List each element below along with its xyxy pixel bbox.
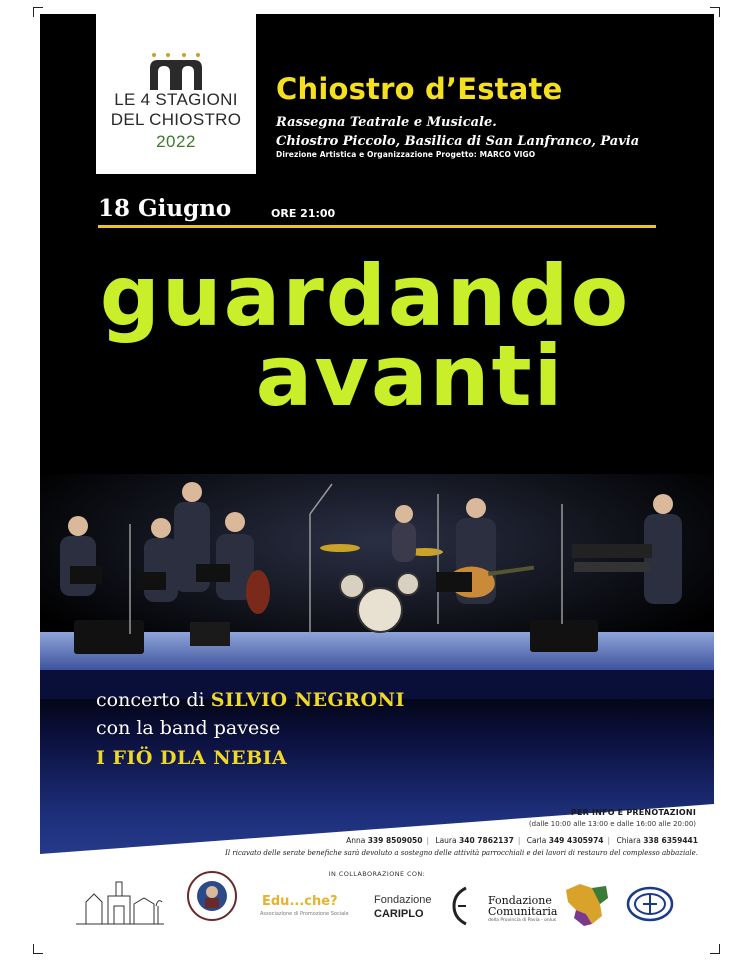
event-poster	[40, 14, 714, 949]
cloister-arches-icon	[148, 52, 204, 92]
contact-phone: 340 7862137	[459, 836, 514, 845]
logo-line-1: LE 4 STAGIONI	[114, 90, 238, 109]
concert-line-2: con la band pavese	[96, 717, 281, 739]
collaboration-label: IN COLLABORAZIONE CON:	[328, 870, 426, 878]
info-title: PER INFO E PRENOTAZIONI	[570, 808, 696, 817]
contact-phones: Anna 339 8509050 | Laura 340 7862137 | Carla 349 4305974 | Chiara 338 6359441	[346, 836, 698, 845]
info-hours: (dalle 10:00 alle 13:00 e dalle 16:00 alle 20:00)	[528, 820, 696, 828]
contact-phone: 339 8509050	[367, 836, 423, 845]
contact-name: Chiara	[616, 836, 641, 845]
pavia-province-map-logo	[562, 880, 612, 928]
amici-san-lanfranco-seal	[186, 870, 238, 922]
artistic-direction: Direzione Artistica e Organizzazione Progetto: MARCO VIGO	[276, 150, 536, 159]
contact-name: Laura	[435, 836, 457, 845]
event-title-line-2: avanti	[255, 327, 565, 425]
edu-che-logo-text: Edu...che?	[262, 894, 338, 909]
date-divider	[98, 225, 656, 228]
concert-line-1	[96, 686, 405, 714]
logo-line-2: DEL CHIOSTRO	[110, 110, 242, 129]
subtitle-line-1: Rassegna Teatrale e Musicale.	[276, 115, 497, 130]
fondazione-comunitaria-line-3: della Provincia di Pavia - onlus	[488, 918, 557, 923]
event-time: ORE 21:00	[271, 207, 336, 220]
concert-prefix: concerto di	[96, 689, 205, 711]
artist-name: SILVIO NEGRONI	[210, 689, 405, 711]
festival-title: Chiostro d’Estate	[276, 72, 563, 106]
basilica-drawing-logo	[72, 876, 168, 928]
cariplo-line-1: Fondazione	[374, 894, 432, 906]
fondazione-comunitaria-line-2: Comunitaria	[488, 905, 558, 918]
event-date: 18 Giugno	[98, 195, 232, 222]
band-stage-photo	[40, 474, 714, 699]
season-logo	[96, 14, 256, 174]
concert-line-3	[96, 744, 287, 772]
contact-name: Anna	[346, 836, 366, 845]
charity-note: Il ricavato delle serate benefiche sarà devoluto a sostegno delle attività parrocchiali e dei lavori di restauro del complesso abbaziale.	[225, 849, 698, 857]
festival-subtitle	[276, 113, 639, 151]
cariplo-line-2: CARIPLO	[374, 908, 424, 920]
logo-year: 2022	[156, 132, 196, 151]
event-title-line-1: guardando	[99, 247, 631, 345]
contact-phone: 349 4305974	[548, 836, 604, 845]
band-name: I FIÖ DLA NEBIA	[96, 747, 288, 769]
edu-che-subtitle: Associazione di Promozione Sociale	[260, 911, 349, 917]
fondazione-comunitaria-line-1: Fondazione	[488, 894, 552, 907]
cariplo-mark-icon	[450, 886, 470, 926]
oratorio-emblem	[626, 886, 674, 922]
subtitle-line-2: Chiostro Piccolo, Basilica di San Lanfranco, Pavia	[276, 134, 640, 149]
contact-phone: 338 6359441	[643, 836, 698, 845]
contact-name: Carla	[526, 836, 547, 845]
